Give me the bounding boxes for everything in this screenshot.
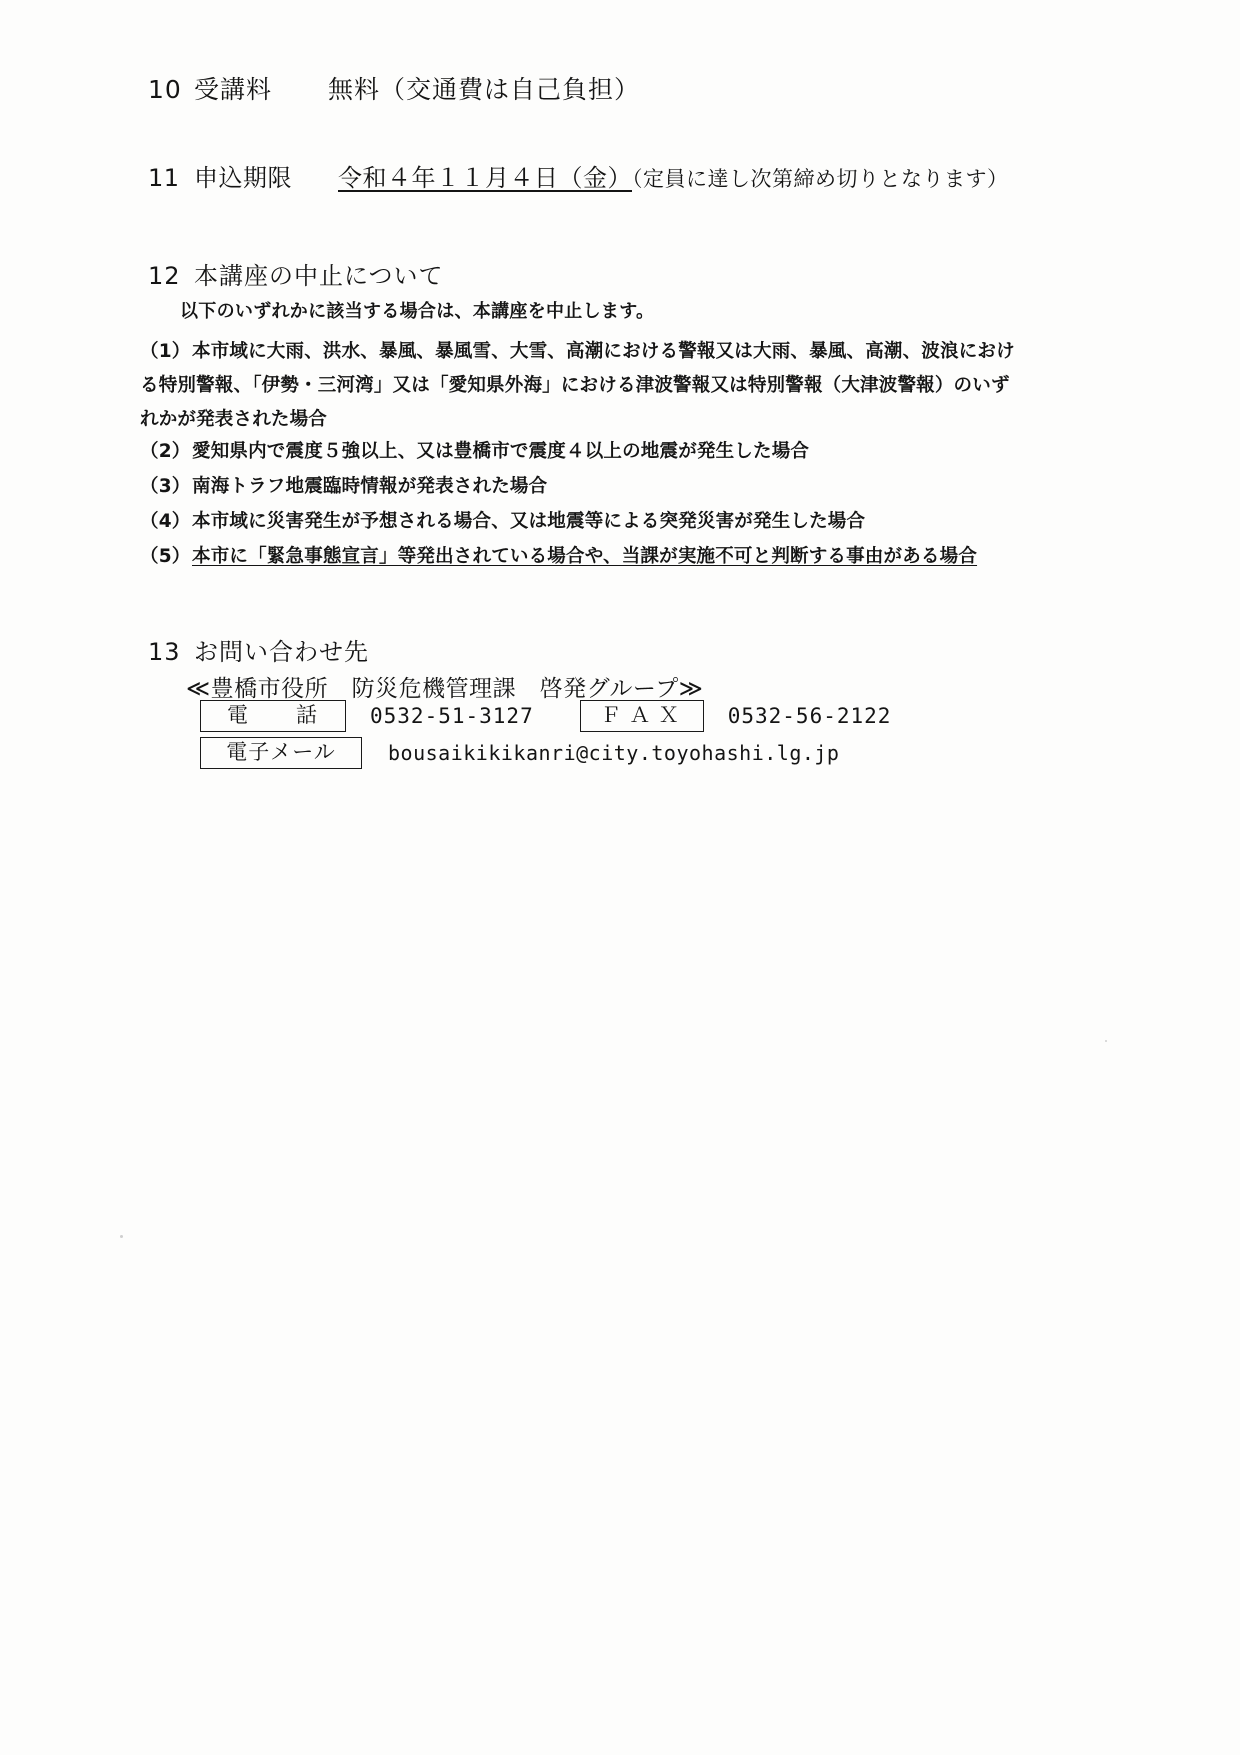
fax-label: ＦＡＸ bbox=[580, 700, 704, 732]
cancellation-item bbox=[140, 435, 809, 469]
section-cancellation-lead: 以下のいずれかに該当する場合は、本講座を中止します。 bbox=[180, 301, 655, 322]
cancellation-item-text: 南海トラフ地震臨時情報が発表された場合 bbox=[192, 476, 548, 497]
section-cancellation-title: 本講座の中止について bbox=[194, 262, 444, 290]
section-contact-title: お問い合わせ先 bbox=[194, 638, 369, 666]
section-fee-value: 無料（交通費は自己負担） bbox=[328, 75, 641, 104]
contact-phone-row bbox=[200, 700, 891, 732]
scan-artifact bbox=[120, 1235, 123, 1238]
section-fee-label: 受講料 bbox=[194, 75, 273, 104]
cancellation-item-text: 本市域に災害発生が予想される場合、又は地震等による突発災害が発生した場合 bbox=[192, 511, 866, 532]
cancellation-item-text: 愛知県内で震度５強以上、又は豊橋市で震度４以上の地震が発生した場合 bbox=[192, 441, 810, 462]
cancellation-item-mark: （3） bbox=[140, 476, 191, 497]
contact-details bbox=[200, 700, 891, 774]
cancellation-item-text: 本市域に大雨、洪水、暴風、暴風雪、大雪、高潮における警報又は大雨、暴風、高潮、波浪における特別警報、「伊勢・三河湾」又は「愛知県外海」における津波警報又は特別警報（大津波警報）のいずれかが発表された場合 bbox=[140, 341, 1015, 430]
cancellation-item-mark: （1） bbox=[140, 341, 191, 362]
section-deadline-label: 申込期限 bbox=[194, 164, 292, 192]
cancellation-item-mark: （2） bbox=[140, 441, 191, 462]
email-value: bousaikikikanri@city.toyohashi.lg.jp bbox=[388, 741, 840, 766]
section-contact-organization: ≪豊橋市役所 防災危機管理課 啓発グループ≫ bbox=[186, 676, 704, 702]
section-contact-heading bbox=[148, 632, 369, 667]
section-deadline-number: 11 bbox=[148, 164, 180, 192]
cancellation-item-mark: （5） bbox=[140, 546, 191, 567]
section-cancellation-heading bbox=[148, 256, 444, 291]
contact-email-row bbox=[200, 737, 891, 769]
cancellation-item bbox=[140, 540, 977, 574]
cancellation-item bbox=[140, 335, 1020, 437]
cancellation-item bbox=[140, 470, 547, 504]
section-contact-number: 13 bbox=[148, 638, 181, 666]
section-deadline-value: 令和４年１１月４日（金） bbox=[338, 164, 632, 192]
scan-artifact bbox=[1105, 1040, 1107, 1042]
phone-label: 電 話 bbox=[200, 700, 346, 732]
section-fee-number: 10 bbox=[148, 75, 182, 104]
section-fee bbox=[148, 70, 640, 106]
cancellation-item bbox=[140, 505, 865, 539]
section-deadline bbox=[148, 158, 1009, 193]
cancellation-item-text: 本市に「緊急事態宣言」等発出されている場合や、当課が実施不可と判断する事由がある場合 bbox=[192, 546, 978, 567]
cancellation-item-mark: （4） bbox=[140, 511, 191, 532]
section-deadline-note: （定員に達し次第締め切りとなります） bbox=[632, 167, 1009, 191]
section-cancellation-number: 12 bbox=[148, 262, 181, 290]
email-label: 電子メール bbox=[200, 737, 362, 769]
phone-value: 0532-51-3127 bbox=[370, 704, 534, 729]
fax-value: 0532-56-2122 bbox=[727, 704, 892, 729]
